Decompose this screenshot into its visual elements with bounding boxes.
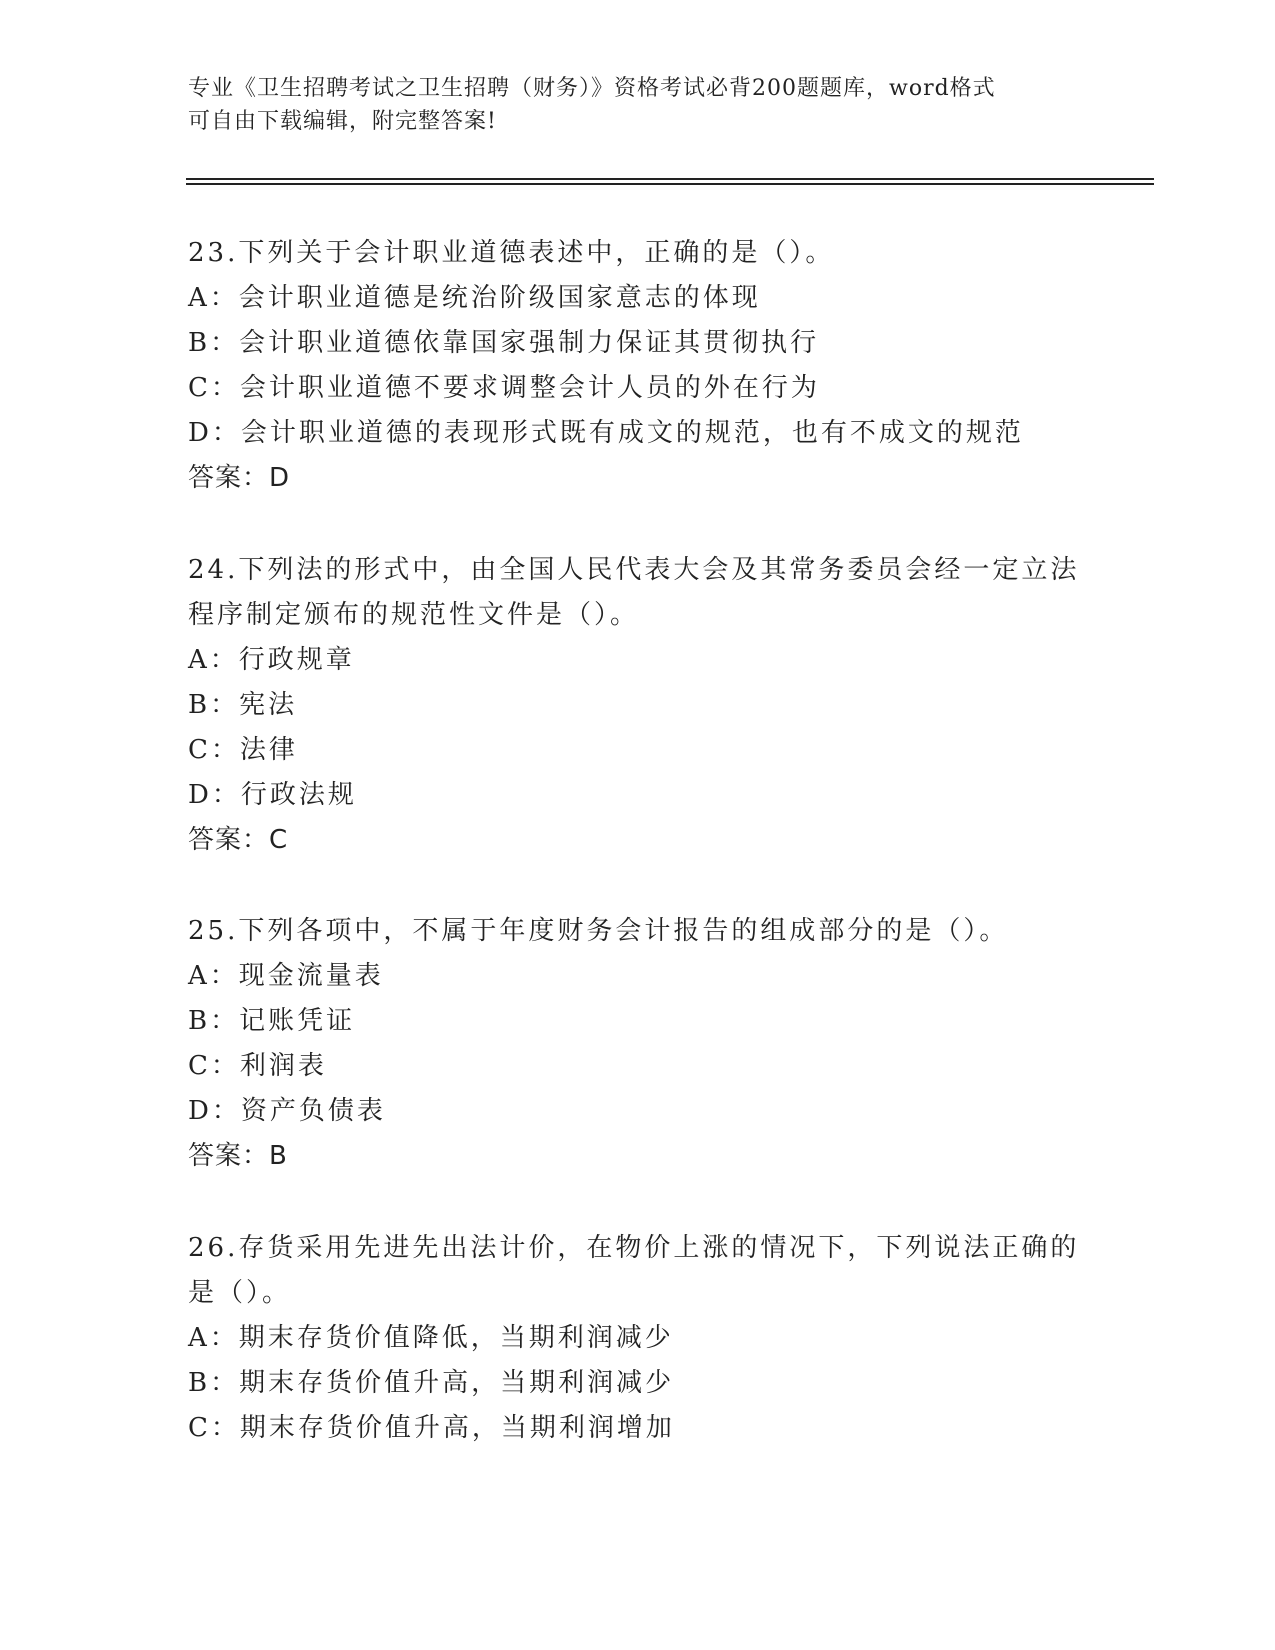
option-a: A：会计职业道德是统治阶级国家意志的体现 bbox=[188, 283, 761, 313]
header-divider-top bbox=[186, 178, 1154, 180]
header-line-2: 可自由下载编辑，附完整答案! bbox=[188, 109, 497, 134]
option-d: D：资产负债表 bbox=[188, 1096, 386, 1126]
question-26 bbox=[188, 1226, 1088, 1451]
question-stem: 23.下列关于会计职业道德表述中，正确的是（）。 bbox=[188, 238, 835, 268]
option-a: A：现金流量表 bbox=[188, 961, 384, 991]
question-stem-continued: 程序制定颁布的规范性文件是（）。 bbox=[188, 600, 640, 630]
document-header bbox=[188, 72, 1088, 138]
question-25 bbox=[188, 909, 1088, 1179]
option-c: C：法律 bbox=[188, 735, 298, 765]
option-c: C：期末存货价值升高，当期利润增加 bbox=[188, 1413, 675, 1443]
question-stem: 24.下列法的形式中，由全国人民代表大会及其常务委员会经一定立法 bbox=[188, 555, 1080, 585]
answer: 答案：C bbox=[188, 825, 289, 855]
question-23 bbox=[188, 231, 1088, 501]
question-stem: 26.存货采用先进先出法计价，在物价上涨的情况下，下列说法正确的 bbox=[188, 1233, 1080, 1263]
option-d: D：会计职业道德的表现形式既有成文的规范，也有不成文的规范 bbox=[188, 418, 1024, 448]
option-d: D：行政法规 bbox=[188, 780, 357, 810]
question-24 bbox=[188, 548, 1088, 863]
question-stem: 25.下列各项中，不属于年度财务会计报告的组成部分的是（）。 bbox=[188, 916, 1009, 946]
question-stem-continued: 是（）。 bbox=[188, 1278, 292, 1308]
answer: 答案：B bbox=[188, 1141, 288, 1171]
header-divider-bottom bbox=[186, 183, 1154, 185]
answer: 答案：D bbox=[188, 463, 291, 493]
header-line-1: 专业《卫生招聘考试之卫生招聘（财务）》资格考试必背200题题库，word格式 bbox=[188, 76, 996, 101]
option-b: B：会计职业道德依靠国家强制力保证其贯彻执行 bbox=[188, 328, 820, 358]
option-b: B：期末存货价值升高，当期利润减少 bbox=[188, 1368, 675, 1398]
option-b: B：记账凭证 bbox=[188, 1006, 356, 1036]
option-c: C：会计职业道德不要求调整会计人员的外在行为 bbox=[188, 373, 820, 403]
option-a: A：期末存货价值降低，当期利润减少 bbox=[188, 1323, 674, 1353]
option-c: C：利润表 bbox=[188, 1051, 327, 1081]
option-a: A：行政规章 bbox=[188, 645, 355, 675]
option-b: B：宪法 bbox=[188, 690, 298, 720]
